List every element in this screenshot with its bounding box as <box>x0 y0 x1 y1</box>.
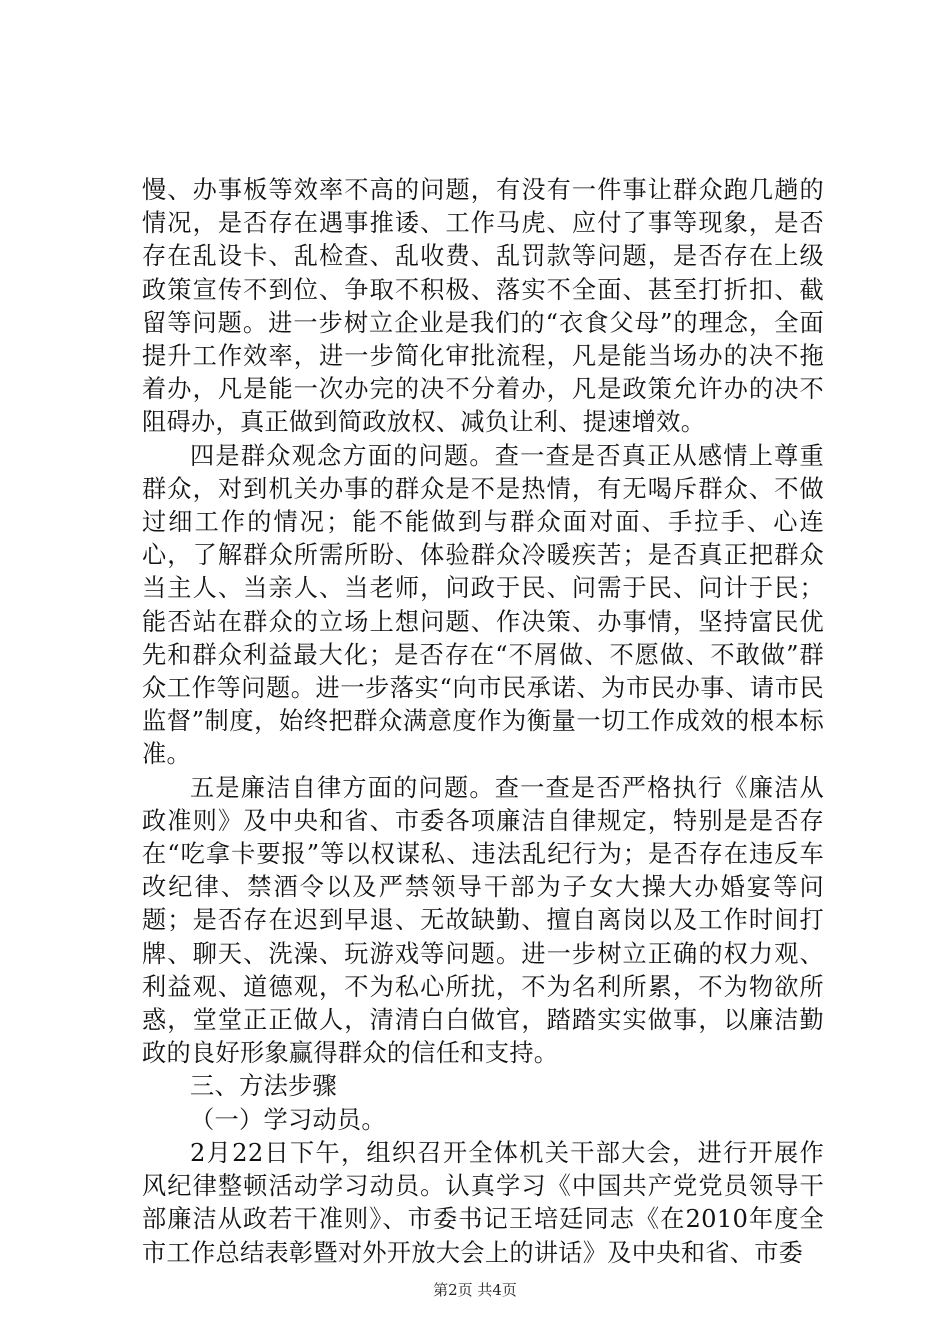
section-heading-methods: 三、方法步骤 <box>190 1072 337 1101</box>
page-number-footer: 第2页 共4页 <box>433 1281 517 1299</box>
paragraph-continuation: 慢、办事板等效率不高的问题，有没有一件事让群众跑几趟的情况，是否存在遇事推诿、工作马虎、应付了事等现象，是否存在乱设卡、乱检查、乱收费、乱罚款等问题，是否存在上级政策宣传不到位、争取不积极、落实不全面、甚至打折扣、截留等问题。进一步树立企业是我们的“衣食父母”的理念，全面提升工作效率，进一步简化审批流程，凡是能当场办的决不拖着办，凡是能一次办完的决不分着办，凡是政策允许办的决不阻碍办，真正做到简政放权、减负让利、提速增效。 <box>142 176 824 437</box>
paragraph-integrity: 五是廉洁自律方面的问题。查一查是否严格执行《廉洁从政准则》及中央和省、市委各项廉洁自律规定，特别是是否存在“吃拿卡要报”等以权谋私、违法乱纪行为；是否存在违反车改纪律、禁酒令以及严禁领导干部为子女大操大办婚宴等问题；是否存在迟到早退、无故缺勤、擅自离岗以及工作时间打牌、聊天、洗澡、玩游戏等问题。进一步树立正确的权力观、利益观、道德观，不为私心所扰，不为名利所累，不为物欲所惑，堂堂正正做人，清清白白做官，踏踏实实做事，以廉洁勤政的良好形象赢得群众的信任和支持。 <box>142 773 824 1068</box>
paragraph-mass-concept: 四是群众观念方面的问题。查一查是否真正从感情上尊重群众，对到机关办事的群众是不是热情，有无喝斥群众、不做过细工作的情况；能不能做到与群众面对面、手拉手、心连心，了解群众所需所盼、体验群众冷暖疾苦；是否真正把群众当主人、当亲人、当老师，问政于民、问需于民、问计于民；能否站在群众的立场上想问题、作决策、办事情，坚持富民优先和群众利益最大化；是否存在“不屑做、不愿做、不敢做”群众工作等问题。进一步落实“向市民承诺、为市民办事、请市民监督”制度，始终把群众满意度作为衡量一切工作成效的根本标准。 <box>142 441 824 769</box>
subsection-heading-study: （一）学习动员。 <box>190 1105 386 1134</box>
paragraph-study-mobilization: 2月22日下午，组织召开全体机关干部大会，进行开展作风纪律整顿活动学习动员。认真学习《中国共产党党员领导干部廉洁从政若干准则》、市委书记王培廷同志《在2010年度全市工作总结表彰暨对外开放大会上的讲话》及中央和省、市委 <box>142 1138 824 1267</box>
document-body <box>142 174 824 1270</box>
